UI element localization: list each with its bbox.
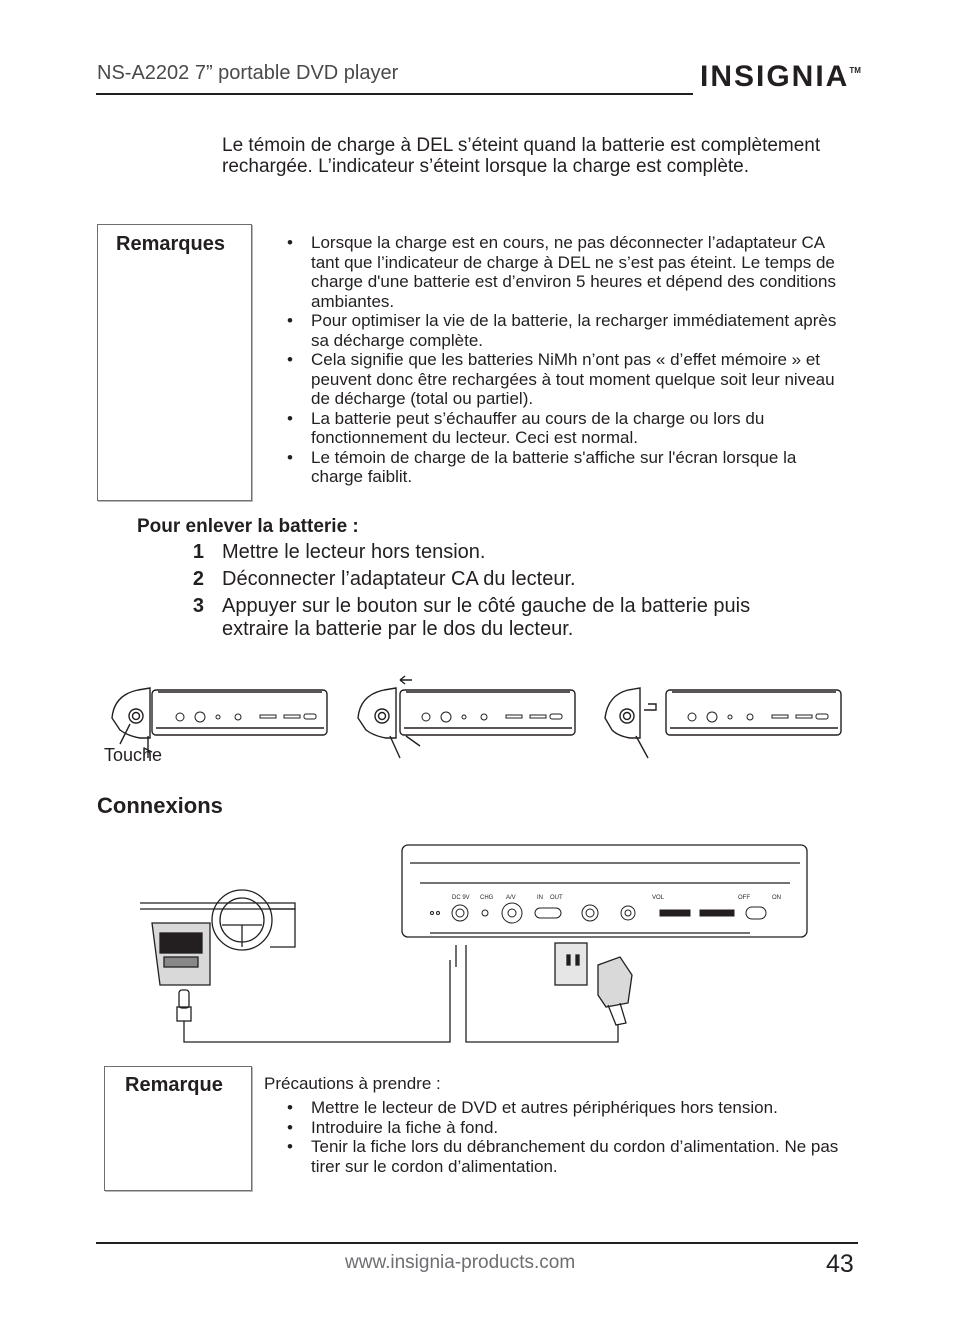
- step-item: [190, 595, 810, 641]
- step-number: 1: [192, 541, 204, 563]
- footer-url: www.insignia-products.com: [345, 1252, 576, 1273]
- remarques-label: Remarques: [116, 233, 225, 255]
- touche-caption: Touche: [104, 745, 163, 765]
- touche-pointer-line: [120, 724, 130, 744]
- connexions-heading: Connexions: [97, 793, 223, 818]
- panel-label: OUT: [550, 895, 563, 901]
- panel-labels: [452, 895, 781, 901]
- step-item: [190, 541, 810, 564]
- player-side-view-2: [358, 676, 575, 758]
- header-rule: [96, 93, 693, 95]
- panel-label: VOL: [652, 895, 665, 901]
- car-dashboard: [140, 890, 295, 985]
- panel-label: OFF: [738, 895, 750, 901]
- logo-trademark: TM: [849, 66, 861, 75]
- remarques-box: [97, 224, 252, 501]
- step-item: [190, 568, 810, 591]
- dvd-player-side: [402, 845, 807, 937]
- battery-removal-illustration: [100, 660, 850, 770]
- page-header-title: NS-A2202 7” portable DVD player: [97, 62, 399, 84]
- intro-paragraph: Le témoin de charge à DEL s’éteint quand la batterie est complètement rechargée. L’indicateur s’éteint lorsque la charge est complète.: [222, 135, 821, 177]
- list-item: • La batterie peut s’échauffer au cours de la charge ou lors du fonctionnement du lecteur. Ceci est normal.: [287, 409, 847, 448]
- list-item: • Mettre le lecteur de DVD et autres périphériques hors tension.: [287, 1098, 857, 1118]
- ac-adapter: [456, 943, 632, 1042]
- panel-label: A/V: [506, 895, 516, 901]
- page-number: 43: [826, 1250, 854, 1278]
- list-item: • Lorsque la charge est en cours, ne pas déconnecter l’adaptateur CA tant que l’indicateur de charge à DEL ne s’est pas éteint. Le temps de charge d'une batterie est d’environ 5 heures et dépend des conditions ambiantes.: [287, 233, 847, 311]
- insignia-logo: [700, 60, 861, 94]
- panel-label: IN: [537, 895, 543, 901]
- precautions-list: [287, 1098, 857, 1176]
- panel-label: ON: [772, 895, 781, 901]
- remarques-list: [287, 233, 847, 487]
- list-item: • Pour optimiser la vie de la batterie, la recharger immédiatement après sa décharge complète.: [287, 311, 847, 350]
- list-item: • Cela signifie que les batteries NiMh n’ont pas « d’effet mémoire » et peuvent donc être rechargées à tout moment quelque soit leur niveau de décharge (total ou partiel).: [287, 350, 847, 409]
- step-text: Déconnecter l’adaptateur CA du lecteur.: [222, 568, 576, 590]
- list-item: • Le témoin de charge de la batterie s'affiche sur l'écran lorsque la charge faiblit.: [287, 448, 847, 487]
- panel-label: CHG: [480, 895, 494, 901]
- remove-battery-steps: [190, 541, 810, 645]
- list-item: • Tenir la fiche lors du débranchement du cordon d’alimentation. Ne pas tirer sur le cordon d’alimentation.: [287, 1137, 857, 1176]
- list-item: • Introduire la fiche à fond.: [287, 1118, 857, 1138]
- step-number: 3: [192, 595, 204, 617]
- player-side-view-3: [605, 688, 841, 758]
- precautions-intro: Précautions à prendre :: [264, 1074, 441, 1093]
- panel-label: DC 9V: [452, 895, 470, 901]
- connections-illustration: [130, 835, 830, 1060]
- remove-battery-heading: Pour enlever la batterie :: [137, 516, 359, 537]
- logo-text: INSIGNIA: [700, 60, 850, 93]
- footer-rule: [96, 1242, 858, 1244]
- remarque-label: Remarque: [125, 1074, 223, 1096]
- step-text: Appuyer sur le bouton sur le côté gauche de la batterie puis extraire la batterie par le dos du lecteur.: [222, 595, 751, 640]
- car-plug: [177, 960, 450, 1042]
- step-number: 2: [192, 568, 204, 590]
- step-text: Mettre le lecteur hors tension.: [222, 541, 486, 563]
